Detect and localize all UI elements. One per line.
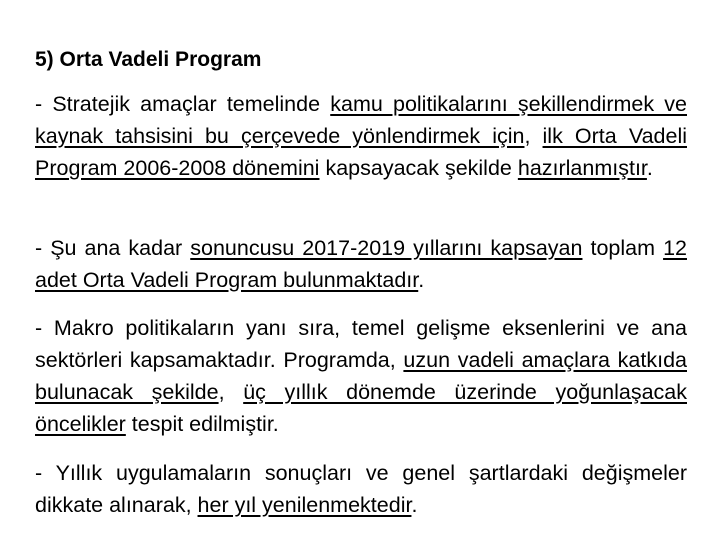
paragraph-strategic-aims (35, 88, 687, 184)
text-run: - Makro politikaların yanı sıra, temel gelişme eksenlerini ve ana sektörleri kapsamaktadır. Programda, (35, 316, 687, 372)
text-run: - Şu ana kadar (35, 236, 191, 260)
paragraph-program-count (35, 232, 687, 296)
underlined-text: kamu politikalarını şekillendirmek ve kaynak tahsisini bu çerçevede yönlendirmek için (35, 92, 687, 148)
text-run: . (646, 156, 653, 180)
text-run: , (218, 380, 244, 404)
text-run: kapsayacak şekilde (319, 156, 518, 180)
underlined-text: 12 adet Orta Vadeli Program bulunmaktadır (35, 236, 687, 292)
underlined-text: üç yıllık dönemde üzerinde yoğunlaşacak öncelikler (35, 380, 687, 436)
underlined-text: sonuncusu 2017-2019 yıllarını kapsayan (190, 236, 583, 260)
text-run: . (418, 268, 425, 292)
underlined-text: her yıl yenilenmektedir (197, 493, 412, 517)
text-run: . (411, 493, 418, 517)
text-run: - Yıllık uygulamaların sonuçları ve genel şartlardaki değişmeler dikkate alınarak, (35, 461, 687, 517)
text-run: , (524, 124, 543, 148)
underlined-text: hazırlanmıştır (517, 156, 647, 180)
page-title: 5) Orta Vadeli Program (35, 48, 262, 71)
paragraph-annual-renewal (35, 457, 687, 521)
underlined-text: ilk Orta Vadeli Program 2006-2008 dönemini (35, 124, 687, 180)
underlined-text: uzun vadeli amaçlara katkıda bulunacak şekilde (35, 348, 687, 404)
paragraph-scope (35, 312, 687, 440)
text-run: toplam (582, 236, 664, 260)
text-run: tespit edilmiştir. (125, 412, 279, 436)
text-run: - Stratejik amaçlar temelinde (35, 92, 331, 116)
